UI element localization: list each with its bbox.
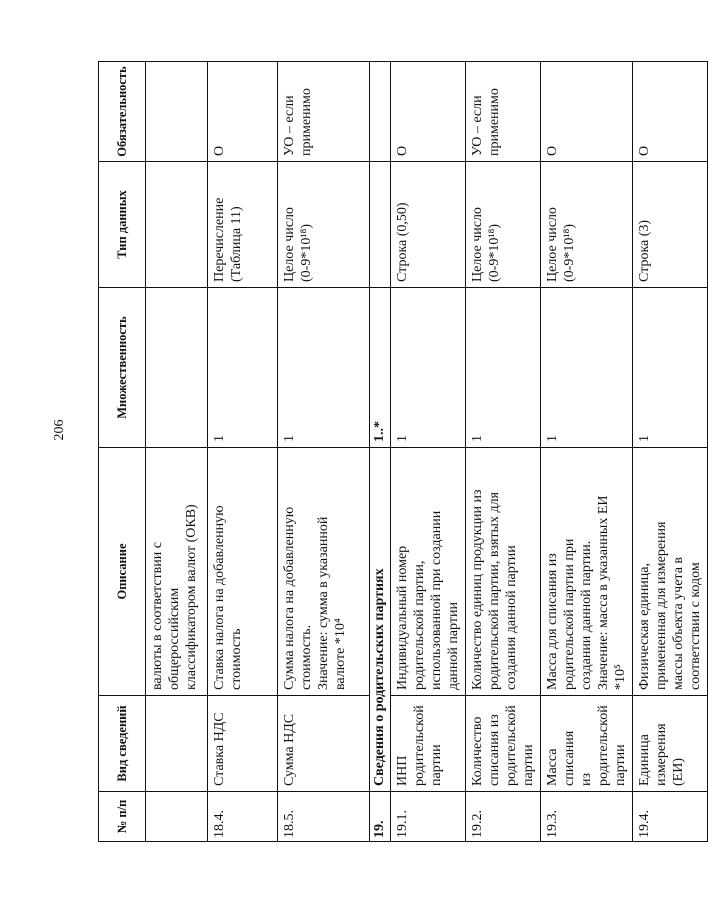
row-description-line: Количество единиц продукции из	[470, 489, 485, 690]
row-description	[541, 448, 633, 696]
row-description-line: Физическая единица,	[637, 563, 652, 690]
row-description-line: данной партии	[446, 602, 461, 690]
row-description-line: родительской партии,	[412, 560, 427, 690]
row-obligation	[370, 62, 391, 162]
row-description-line: использованной при создании	[429, 510, 444, 690]
rotated-table-container	[98, 62, 703, 842]
page-number: 206	[52, 419, 67, 441]
row-data-type-line: (0-9*10¹⁸)	[562, 223, 577, 282]
row-description-line: валюте *10⁴	[333, 618, 348, 690]
header-kind: Вид сведений	[99, 696, 146, 792]
row-description	[146, 448, 208, 696]
row-data-type-line: Целое число	[282, 207, 297, 282]
row-kind-line: партии	[429, 744, 444, 786]
row-kind-line: Количество	[470, 716, 485, 786]
header-description: Описание	[99, 448, 146, 696]
data-table	[98, 61, 708, 842]
row-data-type-line: Перечисление	[212, 197, 227, 282]
row-obligation: О	[541, 62, 633, 162]
row-description-line: стоимость	[229, 628, 244, 690]
row-multiplicity: 1	[633, 288, 708, 448]
row-description-line: стоимость.	[299, 624, 314, 690]
row-multiplicity: 1..*	[370, 288, 391, 448]
row-data-type-line: Целое число	[545, 207, 560, 282]
row-multiplicity: 1	[541, 288, 633, 448]
row-data-type-line: Целое число	[470, 207, 485, 282]
row-kind-line: партии	[613, 744, 628, 786]
header-data-type: Тип данных	[99, 162, 146, 288]
row-obligation-line: применимо	[487, 88, 502, 156]
row-kind: Ставка НДС	[208, 696, 278, 792]
row-kind-line: ИНП	[395, 755, 410, 786]
row-number: 18.5.	[278, 792, 370, 842]
table-row	[541, 62, 633, 842]
header-multiplicity: Множественность	[99, 288, 146, 448]
row-obligation	[146, 62, 208, 162]
row-data-type-line: Строка (0,50)	[395, 202, 410, 282]
row-number: 19.4.	[633, 792, 708, 842]
row-description	[466, 448, 541, 696]
row-description-line: Ставка налога на добавленную	[212, 505, 227, 690]
row-number: 19.3.	[541, 792, 633, 842]
header-num: № п/п	[99, 792, 146, 842]
row-kind-line: Масса списания	[545, 730, 577, 786]
row-description-line: создании данной партии.	[579, 540, 594, 690]
row-description-line: *10⁵	[613, 664, 628, 690]
row-obligation: О	[391, 62, 466, 162]
row-obligation	[278, 62, 370, 162]
row-description	[208, 448, 278, 696]
row-description-line: Значение: сумма в указанной	[316, 516, 331, 690]
row-description-line: классификатором валют (ОКВ)	[184, 504, 199, 690]
row-description-line: валюты в соответствии с	[150, 542, 165, 690]
row-description-line: примененная для измерения	[654, 521, 669, 690]
table-body	[146, 62, 708, 842]
row-multiplicity	[146, 288, 208, 448]
row-kind	[466, 696, 541, 792]
row-data-type-line: (0-9*10¹⁸)	[299, 223, 314, 282]
row-obligation: О	[633, 62, 708, 162]
row-data-type	[146, 162, 208, 288]
row-data-type	[208, 162, 278, 288]
row-kind	[541, 696, 633, 792]
row-multiplicity: 1	[278, 288, 370, 448]
row-data-type	[391, 162, 466, 288]
table-row	[391, 62, 466, 842]
row-number: 19.2.	[466, 792, 541, 842]
row-kind-line: родительской	[412, 705, 427, 786]
row-data-type	[278, 162, 370, 288]
row-description	[278, 448, 370, 696]
row-kind	[633, 696, 708, 792]
row-kind-line: списания из	[487, 714, 502, 786]
row-multiplicity: 1	[391, 288, 466, 448]
table-row	[633, 62, 708, 842]
row-description-line: родительской партии при	[562, 538, 577, 690]
table-row	[466, 62, 541, 842]
row-kind-line: измерения (ЕИ)	[654, 723, 686, 786]
row-number: 19.1.	[391, 792, 466, 842]
table-row	[278, 62, 370, 842]
row-description-line: соответствии с кодом	[688, 562, 703, 690]
row-obligation	[466, 62, 541, 162]
table-row	[208, 62, 278, 842]
section-title: Сведения о родительских партиях	[370, 448, 391, 792]
row-data-type	[370, 162, 391, 288]
row-kind-line: родительской	[504, 705, 519, 786]
row-data-type	[633, 162, 708, 288]
section-row	[370, 62, 391, 842]
row-obligation-line: УО – если	[470, 95, 485, 156]
row-number	[146, 792, 208, 842]
row-data-type-line: (0-9*10¹⁸)	[487, 223, 502, 282]
row-kind	[146, 696, 208, 792]
row-multiplicity: 1	[466, 288, 541, 448]
row-description-line: родительской партии, взятых для	[487, 492, 502, 690]
row-kind-line: из родительской	[579, 705, 611, 786]
header-obligation: Обязательность	[99, 62, 146, 162]
table-row	[146, 62, 208, 842]
row-multiplicity: 1	[208, 288, 278, 448]
row-data-type	[541, 162, 633, 288]
row-obligation-line: УО – если	[282, 95, 297, 156]
row-number: 18.4.	[208, 792, 278, 842]
row-data-type	[466, 162, 541, 288]
row-description-line: создания данной партии	[504, 545, 519, 690]
row-data-type-line: Строка (3)	[637, 219, 652, 282]
row-description	[633, 448, 708, 696]
row-description-line: Сумма налога на добавленную	[282, 506, 297, 690]
row-obligation: О	[208, 62, 278, 162]
row-data-type-line: (Таблица 11)	[229, 206, 244, 282]
row-description-line: Масса для списания из	[545, 553, 560, 690]
row-description-line: Индивидуальный номер	[395, 545, 410, 690]
row-description-line: Значение: масса в указанных ЕИ	[596, 495, 611, 690]
row-number: 19.	[370, 792, 391, 842]
row-kind	[391, 696, 466, 792]
row-kind-line: Единица	[637, 734, 652, 786]
row-kind: Сумма НДС	[278, 696, 370, 792]
row-obligation-line: применимо	[299, 88, 314, 156]
row-kind-line: партии	[521, 744, 536, 786]
row-description-line: общероссийским	[167, 587, 182, 690]
table-header-row	[99, 62, 146, 842]
row-description-line: массы объекта учета в	[671, 556, 686, 690]
row-description	[391, 448, 466, 696]
